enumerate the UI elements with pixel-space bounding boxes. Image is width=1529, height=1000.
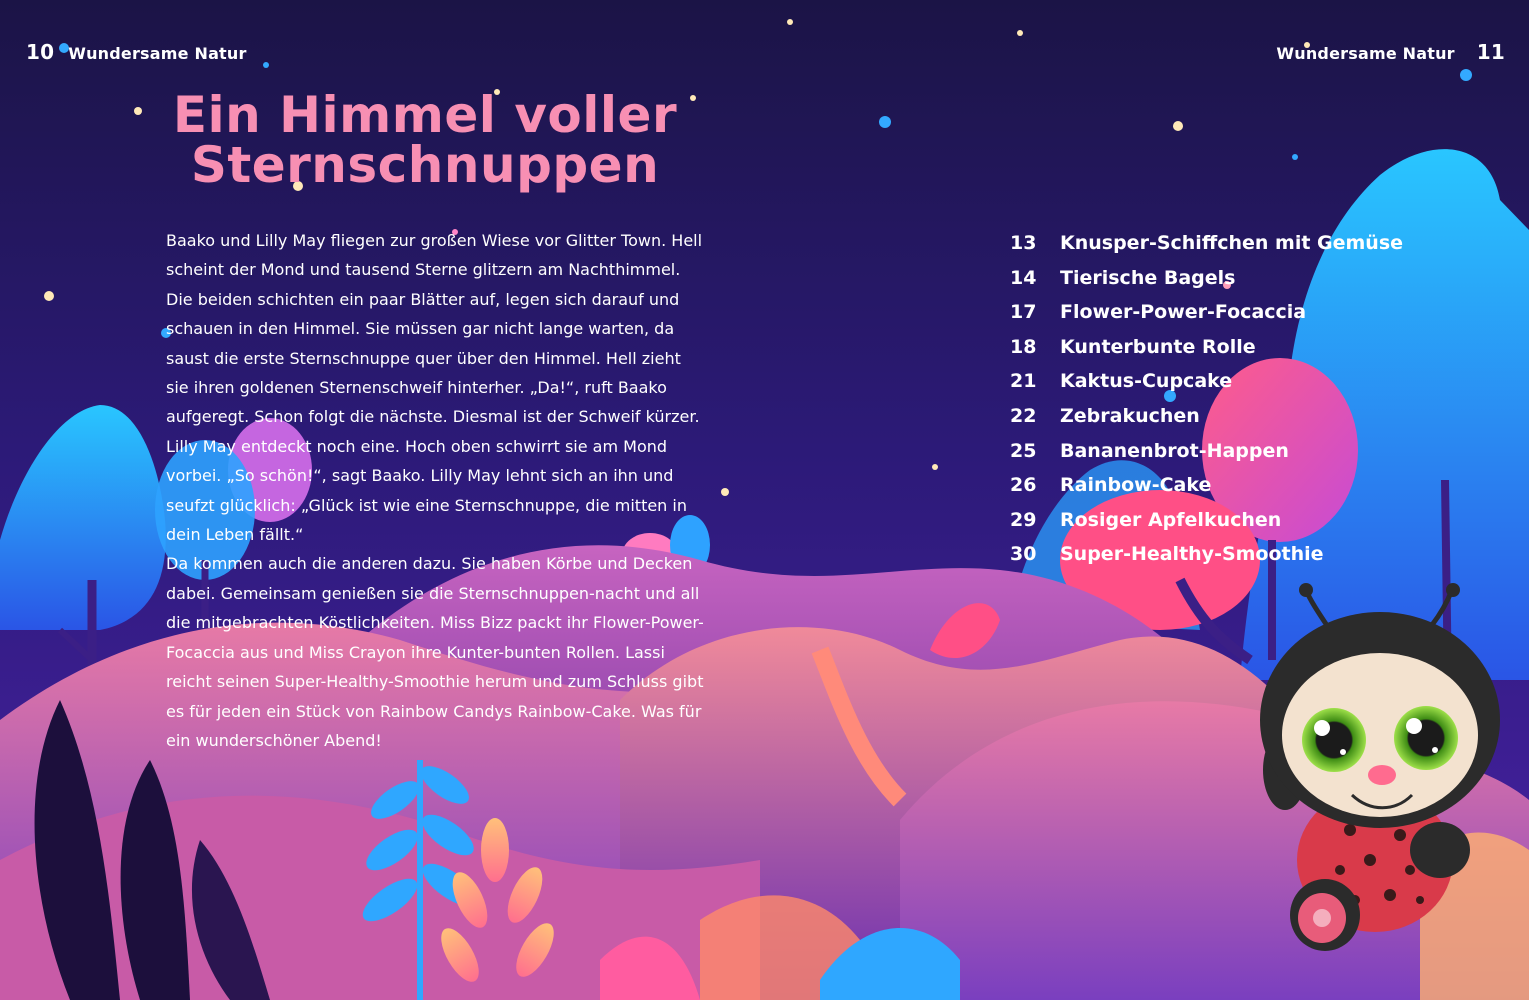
recipe-page-number: 14 — [1010, 266, 1037, 289]
recipe-index-item — [1010, 261, 1403, 296]
recipe-index-item — [1010, 399, 1403, 434]
recipe-name: Super-Healthy-Smoothie — [1060, 543, 1324, 566]
recipe-page-number: 30 — [1010, 543, 1037, 566]
recipe-index-item — [1010, 434, 1403, 469]
story-text — [166, 226, 706, 755]
recipe-name: Zebrakuchen — [1060, 404, 1200, 427]
recipe-page-number: 22 — [1010, 404, 1037, 427]
recipe-index-item — [1010, 503, 1403, 538]
recipe-name: Rainbow-Cake — [1060, 474, 1212, 497]
recipe-page-number: 18 — [1010, 335, 1037, 358]
recipe-page-number: 17 — [1010, 301, 1037, 324]
story-title-line-1: Ein Himmel voller — [172, 86, 678, 144]
left-section-title: Wundersame Natur — [68, 44, 247, 63]
recipe-name: Kunterbunte Rolle — [1060, 335, 1256, 358]
left-page-number: 10 — [26, 40, 55, 64]
right-page-header — [1276, 40, 1505, 64]
story-paragraph-1: Baako und Lilly May fliegen zur großen Wiese vor Glitter Town. Hell scheint der Mond und tausend Sterne glitzern am Nachthimmel. Die beiden schichten ein paar Blätter auf, legen sich darauf und schauen in den Himmel. Sie müssen gar nicht lange warten, da saust die erste Sternschnuppe quer über den Himmel. Hell zieht sie ihren goldenen Sternenschweif hinterher. „Da!“, ruft Baako aufgeregt. Schon folgt die nächste. Diesmal ist der Schweif kürzer. Lilly May entdeckt noch eine. Hoch oben schwirrt sie am Mond vorbei. „So schön!“, sagt Baako. Lilly May lehnt sich an ihn und seufzt glücklich: „Glück ist wie eine Sternschnuppe, die mitten in dein Leben fällt.“ — [166, 231, 703, 545]
recipe-page-number: 26 — [1010, 474, 1037, 497]
recipe-name: Bananenbrot-Happen — [1060, 439, 1289, 462]
recipe-index-item — [1010, 537, 1403, 572]
recipe-index-item — [1010, 226, 1403, 261]
recipe-index-list — [1010, 226, 1403, 572]
story-title — [140, 86, 710, 194]
recipe-name: Flower-Power-Focaccia — [1060, 301, 1307, 324]
recipe-name: Tierische Bagels — [1060, 266, 1236, 289]
right-page-number: 11 — [1476, 40, 1505, 64]
recipe-page-number: 21 — [1010, 370, 1037, 393]
recipe-name: Knusper-Schiffchen mit Gemüse — [1060, 232, 1404, 254]
recipe-index-item — [1010, 364, 1403, 399]
recipe-name: Rosiger Apfelkuchen — [1060, 508, 1282, 531]
story-paragraph-2: Da kommen auch die anderen dazu. Sie haben Körbe und Decken dabei. Gemeinsam genießen sie die Sternschnuppen-nacht und all die mitgebrachten Köstlichkeiten. Miss Bizz packt ihr Flower-Power-Focaccia aus und Miss Crayon ihre Kunter-bunten Rollen. Lassi reicht seinen Super-Healthy-Smoothie herum und zum Schluss gibt es für jeden ein Stück von Rainbow Candys Rainbow-Cake. Was für ein wunderschöner Abend! — [166, 554, 704, 750]
recipe-page-number: 13 — [1010, 232, 1037, 254]
recipe-name: Kaktus-Cupcake — [1060, 370, 1233, 393]
story-title-line-2: Sternschnuppen — [190, 136, 660, 194]
recipe-page-number: 25 — [1010, 439, 1037, 462]
recipe-index-item — [1010, 330, 1403, 365]
left-page-header — [26, 40, 247, 64]
recipe-page-number: 29 — [1010, 508, 1037, 531]
recipe-index-item — [1010, 468, 1403, 503]
right-section-title: Wundersame Natur — [1276, 44, 1455, 63]
recipe-index-item — [1010, 295, 1403, 330]
